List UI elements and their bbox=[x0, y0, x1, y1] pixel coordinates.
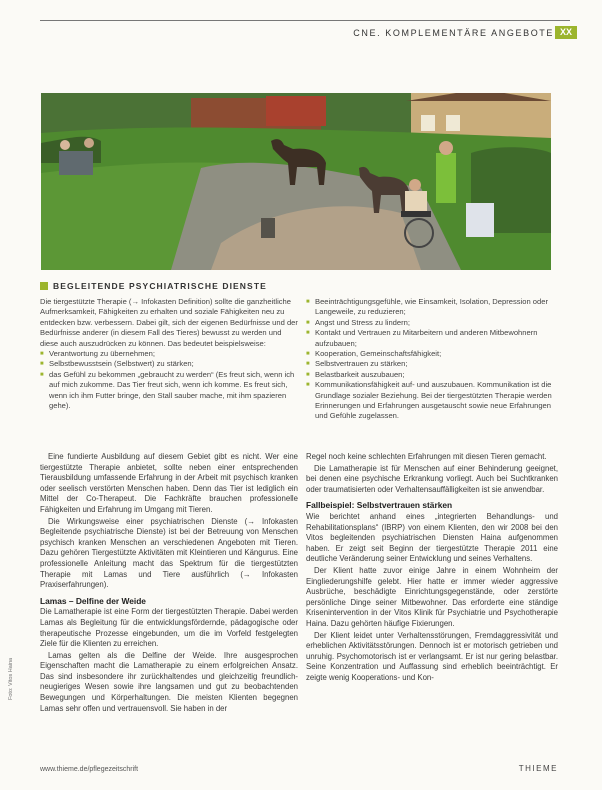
subheading-lamas: Lamas – Delfine der Weide bbox=[40, 595, 146, 606]
paragraph: Die Lamatherapie ist eine Form der tiergestützten Therapie. Dabei werden Lamas als Begleitung für die entwicklungsfördernde, pädagogische oder therapeutische Prozesse eingebunden, um die im Vorfeld festgelegten Ziele für die Klienten zu erreichen. bbox=[40, 607, 298, 649]
subheading-case-study: Fallbeispiel: Selbstvertrauen stärken bbox=[306, 500, 453, 511]
list-item: ■ Kontakt und Vertrauen zu Mitarbeitern und anderen Mitbewohnern aufzubauen; bbox=[306, 328, 558, 349]
lamas-photo bbox=[41, 93, 551, 270]
paragraph: Die Wirkungsweise einer psychiatrischen Dienste (→ Infokasten Begleitende psychiatrische Dienste) ist bei der Betreuung von Menschen psychisch kranken Menschen an verschiedenen Angeboten mit Tieren. Dazu gehören Tiergestützte Aktivitäten mit Kleintieren und Kängurus. Eine professionelle Anleitung macht das Spektrum für die tiergestützten Therapie mit Lamas und Tiere ausführlich (→ Infokasten Praxiserfahrungen). bbox=[40, 516, 298, 590]
footer-url: www.thieme.de/pflegezeitschrift bbox=[40, 766, 139, 773]
running-header: CNE. KOMPLEMENTÄRE ANGEBOTE bbox=[353, 28, 554, 38]
list-item: ■ Belastbarkeit auszubauen; bbox=[306, 370, 558, 380]
header-rule bbox=[40, 20, 570, 21]
body-left-column bbox=[40, 452, 298, 715]
paragraph: Regel noch keine schlechten Erfahrungen mit diesen Tieren gemacht. bbox=[306, 452, 547, 461]
photo-credit: Foto: Vitos Haina bbox=[8, 657, 14, 700]
list-item: ■ das Gefühl zu bekommen „gebraucht zu werden“ (Es freut sich, wenn ich auf mich zukomme. Das Tier freut sich, wenn ich komme. Es freut sich, wenn ich ihm Futter bringe, den Stall sauber mache, mit ihm spazieren gehe). bbox=[40, 370, 298, 412]
box-intro: Die tiergestützte Therapie (→ Infokasten Definition) sollte die ganzheitliche Aufmerksamkeit, Fähigkeiten zu erhalten und soziale Fähigkeiten neu zu entdecken bzw. verbessern. Dabei gilt, sich der eigenen Bedürfnisse und der Bedürfnisse anderer (in diesem Fall des Tieres) bewusst zu werden und diese auch auszudrücken zu können. Das bedeutet beispielsweise: bbox=[40, 297, 298, 348]
list-item: ■ Angst und Stress zu lindern; bbox=[306, 318, 558, 328]
footer-magazine: THIEME bbox=[518, 764, 558, 773]
body-right-column bbox=[306, 452, 558, 684]
list-item: ■ Kooperation, Gemeinschaftsfähigkeit; bbox=[306, 349, 558, 359]
paragraph: Die Lamatherapie ist für Menschen auf einer Behinderung geeignet, bei denen eine psychische Erkrankung vorliegt. Auch bei Suchtkranken oder traumatisierten oder Verhaltensauffälligkeiten ist sie anwendbar. bbox=[306, 463, 558, 494]
list-item: ■ Verantwortung zu übernehmen; bbox=[40, 349, 298, 359]
box-left-list bbox=[40, 349, 298, 411]
paragraph: Lamas gelten als die Delfine der Weide. Ihre ausgesprochen Eigenschaften macht die Lamatherapie zu einem erfolgreichen Ansatz. Das sind insbesondere ihr zurückhaltendes und gleichzeitig freundlich-neugieriges Wesen sowie ihre langsamen und gut zu beobachtenden Bewegungen und Körperhaltungen. Die meisten Klienten begegnen Lamas sehr offen und vertrauensvoll. Sie haben in der bbox=[40, 650, 298, 713]
box-left-column bbox=[40, 297, 298, 411]
list-item: ■ Selbstbewusstsein (Selbstwert) zu stärken; bbox=[40, 359, 298, 369]
box-right-list bbox=[306, 297, 558, 422]
paragraph: Wie berichtet anhand eines „integrierten Behandlungs- und Rehabilitationsplans“ (IBRP) von einem Klienten, den wir 2008 bei den Vitos begleitenden psychiatrischen Diensten Haina aufgenommen haben. Er zeigt seit Beginn der tiergestützte Therapie 2011 eine deutliche Veränderung seiner Entwicklung und seines Verhaltens. bbox=[306, 511, 558, 564]
paragraph: Der Klient leidet unter Verhaltensstörungen, Fremdaggressivität und erheblichen Aktivitätsstörungen. Dennoch ist er motorisch getrieben und unruhig. Psychomotorisch ist er verlangsamt. Er ist nur gering belastbar. Seine Konzentration und Auffassung sind erheblich beeinträchtigt. Er zeigte wenig Kooperations- und Kon- bbox=[306, 630, 558, 682]
paragraph: Der Klient hatte zuvor einige Jahre in einem Wohnheim der Eingliederungshilfe gelebt. Hier hatte er immer wieder aggressive Ausbrüche, beschädigte Einrichtungsgegenstände, oder zerstörte persönliche Dinge seiner Mitbewohner. Das erforderte eine ständige Krisenintervention in der Vitos Klinik für Psychiatrie und Psychotherapie Haina. Dazu gehörten häufige Fixierungen. bbox=[306, 565, 558, 628]
box-heading-text: BEGLEITENDE PSYCHIATRISCHE DIENSTE bbox=[53, 281, 267, 291]
list-item: ■ Beeinträchtigungsgefühle, wie Einsamkeit, Isolation, Depression oder Langeweile, zu reduzieren; bbox=[306, 297, 558, 318]
photo-illustration bbox=[41, 93, 551, 270]
box-right-column bbox=[306, 297, 558, 422]
heading-marker bbox=[40, 282, 48, 290]
list-item: ■ Selbstvertrauen zu stärken; bbox=[306, 359, 558, 369]
box-heading bbox=[40, 281, 267, 291]
page-number-badge: XX bbox=[555, 26, 577, 39]
list-item: ■ Kommunikationsfähigkeit auf- und auszubauen. Kommunikation ist die Grundlage sozialer Beziehung. Bei der tiergestützten Therapie werden Erinnerungen und Erfahrungen ausgetauscht sowie neue Erfahrungen und Gefühle zugelassen. bbox=[306, 380, 558, 422]
paragraph: Eine fundierte Ausbildung auf diesem Gebiet gibt es nicht. Wer eine tiergestützte Therapie anbietet, sollte neben einer entsprechenden Tierausbildung umfassende Erfahrung in der Arbeit mit psychisch kranken oder seelisch verstörten Menschen haben. Denn das Tier ist lediglich ein Mittel der Co-Therapeut. Die Fachkräfte brauchen professionelle Fähigkeiten und Erfahrung im Umgang mit Tieren. bbox=[40, 452, 298, 514]
